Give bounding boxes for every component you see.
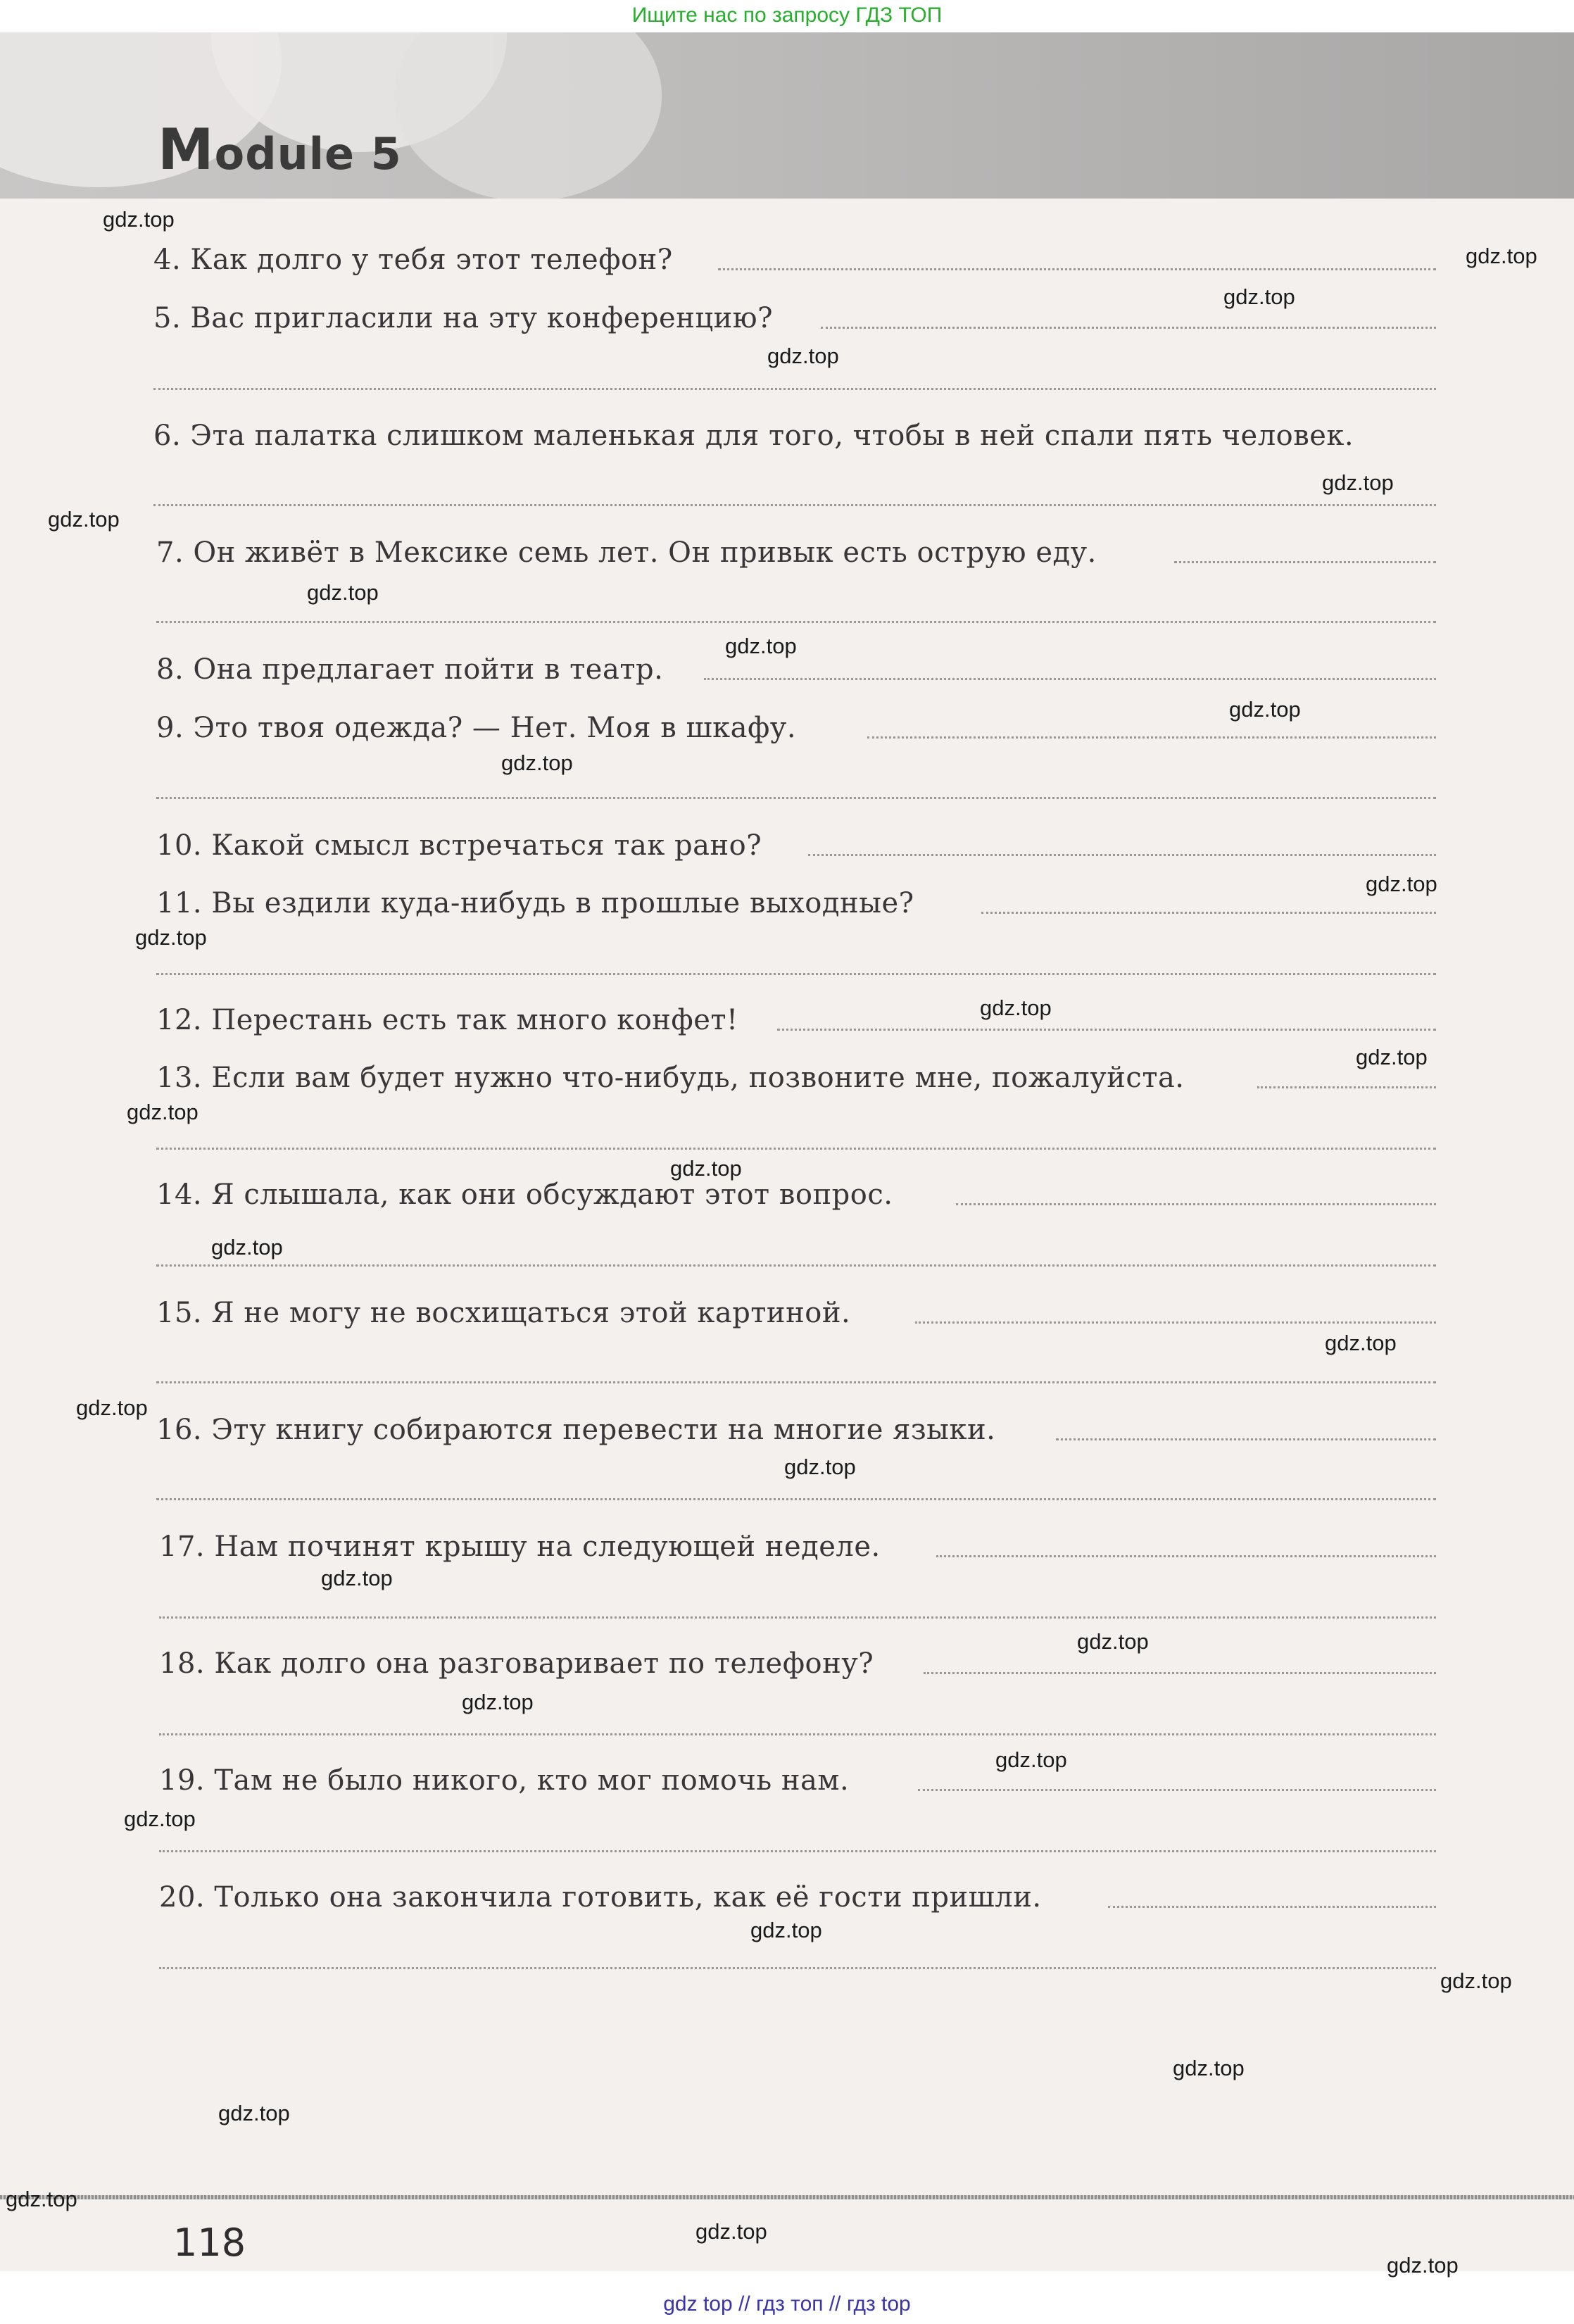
answer-line[interactable] (981, 912, 1436, 914)
answer-line[interactable] (159, 1967, 1436, 1969)
answer-line[interactable] (156, 621, 1436, 623)
answer-line[interactable] (159, 1616, 1436, 1619)
answer-line[interactable] (153, 388, 1436, 390)
answer-line[interactable] (1056, 1438, 1436, 1440)
top-banner[interactable]: Ищите нас по запросу ГДЗ ТОП (631, 4, 943, 27)
question-20: 20. Только она закончила готовить, как её гости пришли. (159, 1881, 1042, 1914)
answer-line[interactable] (153, 504, 1436, 506)
watermark: gdz.top (307, 580, 379, 605)
watermark: gdz.top (1223, 284, 1295, 309)
question-11: 11. Вы ездили куда-нибудь в прошлые выходные? (156, 887, 914, 919)
module-title: Module 5 (158, 117, 402, 182)
answer-line[interactable] (1257, 1086, 1436, 1088)
question-9: 9. Это твоя одежда? — Нет. Моя в шкафу. (156, 712, 797, 744)
question-15: 15. Я не могу не восхищаться этой картиной. (156, 1297, 851, 1329)
answer-line[interactable] (156, 1264, 1436, 1267)
answer-line[interactable] (159, 1733, 1436, 1735)
header-band (0, 32, 1574, 199)
question-7: 7. Он живёт в Мексике семь лет. Он привык есть острую еду. (156, 536, 1097, 569)
watermark: gdz.top (218, 2101, 290, 2125)
watermark: gdz.top (750, 1918, 822, 1942)
watermark: gdz.top (1466, 244, 1537, 268)
question-5: 5. Вас пригласили на эту конференцию? (153, 302, 774, 334)
question-19: 19. Там не было никого, кто мог помочь нам. (159, 1764, 850, 1797)
watermark: gdz.top (1325, 1331, 1397, 1355)
answer-line[interactable] (821, 327, 1436, 329)
watermark: gdz.top (784, 1455, 856, 1479)
watermark: gdz.top (1387, 2253, 1459, 2278)
answer-line[interactable] (159, 1850, 1436, 1852)
bottom-links[interactable]: gdz top // гдз топ // гдз top (663, 2292, 911, 2316)
question-12: 12. Перестань есть так много конфет! (156, 1004, 738, 1036)
answer-line[interactable] (915, 1321, 1436, 1324)
watermark: gdz.top (135, 925, 207, 950)
answer-line[interactable] (918, 1789, 1436, 1791)
watermark: gdz.top (127, 1100, 199, 1124)
answer-line[interactable] (777, 1029, 1436, 1031)
answer-line[interactable] (1108, 1906, 1436, 1908)
watermark: gdz.top (48, 507, 120, 532)
watermark: gdz.top (501, 750, 573, 775)
watermark: gdz.top (124, 1807, 196, 1831)
question-8: 8. Она предлагает пойти в театр. (156, 653, 664, 686)
watermark: gdz.top (1366, 872, 1437, 896)
answer-line[interactable] (156, 1498, 1436, 1500)
answer-line[interactable] (924, 1672, 1436, 1674)
watermark: gdz.top (1440, 1968, 1512, 1993)
watermark: gdz.top (321, 1566, 393, 1590)
watermark: gdz.top (1173, 2056, 1245, 2080)
question-14: 14. Я слышала, как они обсуждают этот вопрос. (156, 1179, 893, 1211)
watermark: gdz.top (462, 1690, 534, 1714)
question-17: 17. Нам починят крышу на следующей неделе. (159, 1531, 881, 1563)
watermark: gdz.top (1077, 1629, 1149, 1654)
answer-line[interactable] (808, 854, 1436, 856)
watermark: gdz.top (103, 207, 175, 232)
answer-line[interactable] (156, 973, 1436, 975)
watermark: gdz.top (767, 344, 839, 368)
answer-line[interactable] (1174, 561, 1436, 563)
answer-line[interactable] (936, 1555, 1436, 1557)
answer-line[interactable] (704, 678, 1436, 680)
watermark: gdz.top (980, 995, 1052, 1020)
answer-line[interactable] (156, 797, 1436, 799)
watermark: gdz.top (695, 2219, 767, 2244)
watermark: gdz.top (1322, 470, 1394, 495)
question-13: 13. Если вам будет нужно что-нибудь, позвоните мне, пожалуйста. (156, 1062, 1185, 1094)
decorative-petal (394, 32, 662, 199)
answer-line[interactable] (867, 736, 1436, 739)
footer-rule (0, 2195, 1574, 2199)
watermark: gdz.top (995, 1747, 1067, 1772)
watermark: gdz.top (6, 2187, 77, 2211)
question-6: 6. Эта палатка слишком маленькая для того, чтобы в ней спали пять человек. (153, 420, 1354, 452)
page-number: 118 (173, 2221, 246, 2265)
answer-line[interactable] (718, 268, 1436, 270)
answer-line[interactable] (956, 1203, 1436, 1205)
watermark: gdz.top (1229, 697, 1301, 722)
question-18: 18. Как долго она разговаривает по телефону? (159, 1647, 874, 1680)
watermark: gdz.top (670, 1156, 742, 1181)
watermark: gdz.top (211, 1235, 283, 1260)
watermark: gdz.top (725, 634, 797, 658)
watermark: gdz.top (76, 1395, 148, 1420)
question-10: 10. Какой смысл встречаться так рано? (156, 829, 762, 862)
question-16: 16. Эту книгу собираются перевести на многие языки. (156, 1414, 996, 1446)
answer-line[interactable] (156, 1381, 1436, 1383)
watermark: gdz.top (1356, 1045, 1428, 1069)
answer-line[interactable] (156, 1148, 1436, 1150)
question-4: 4. Как долго у тебя этот телефон? (153, 244, 673, 276)
